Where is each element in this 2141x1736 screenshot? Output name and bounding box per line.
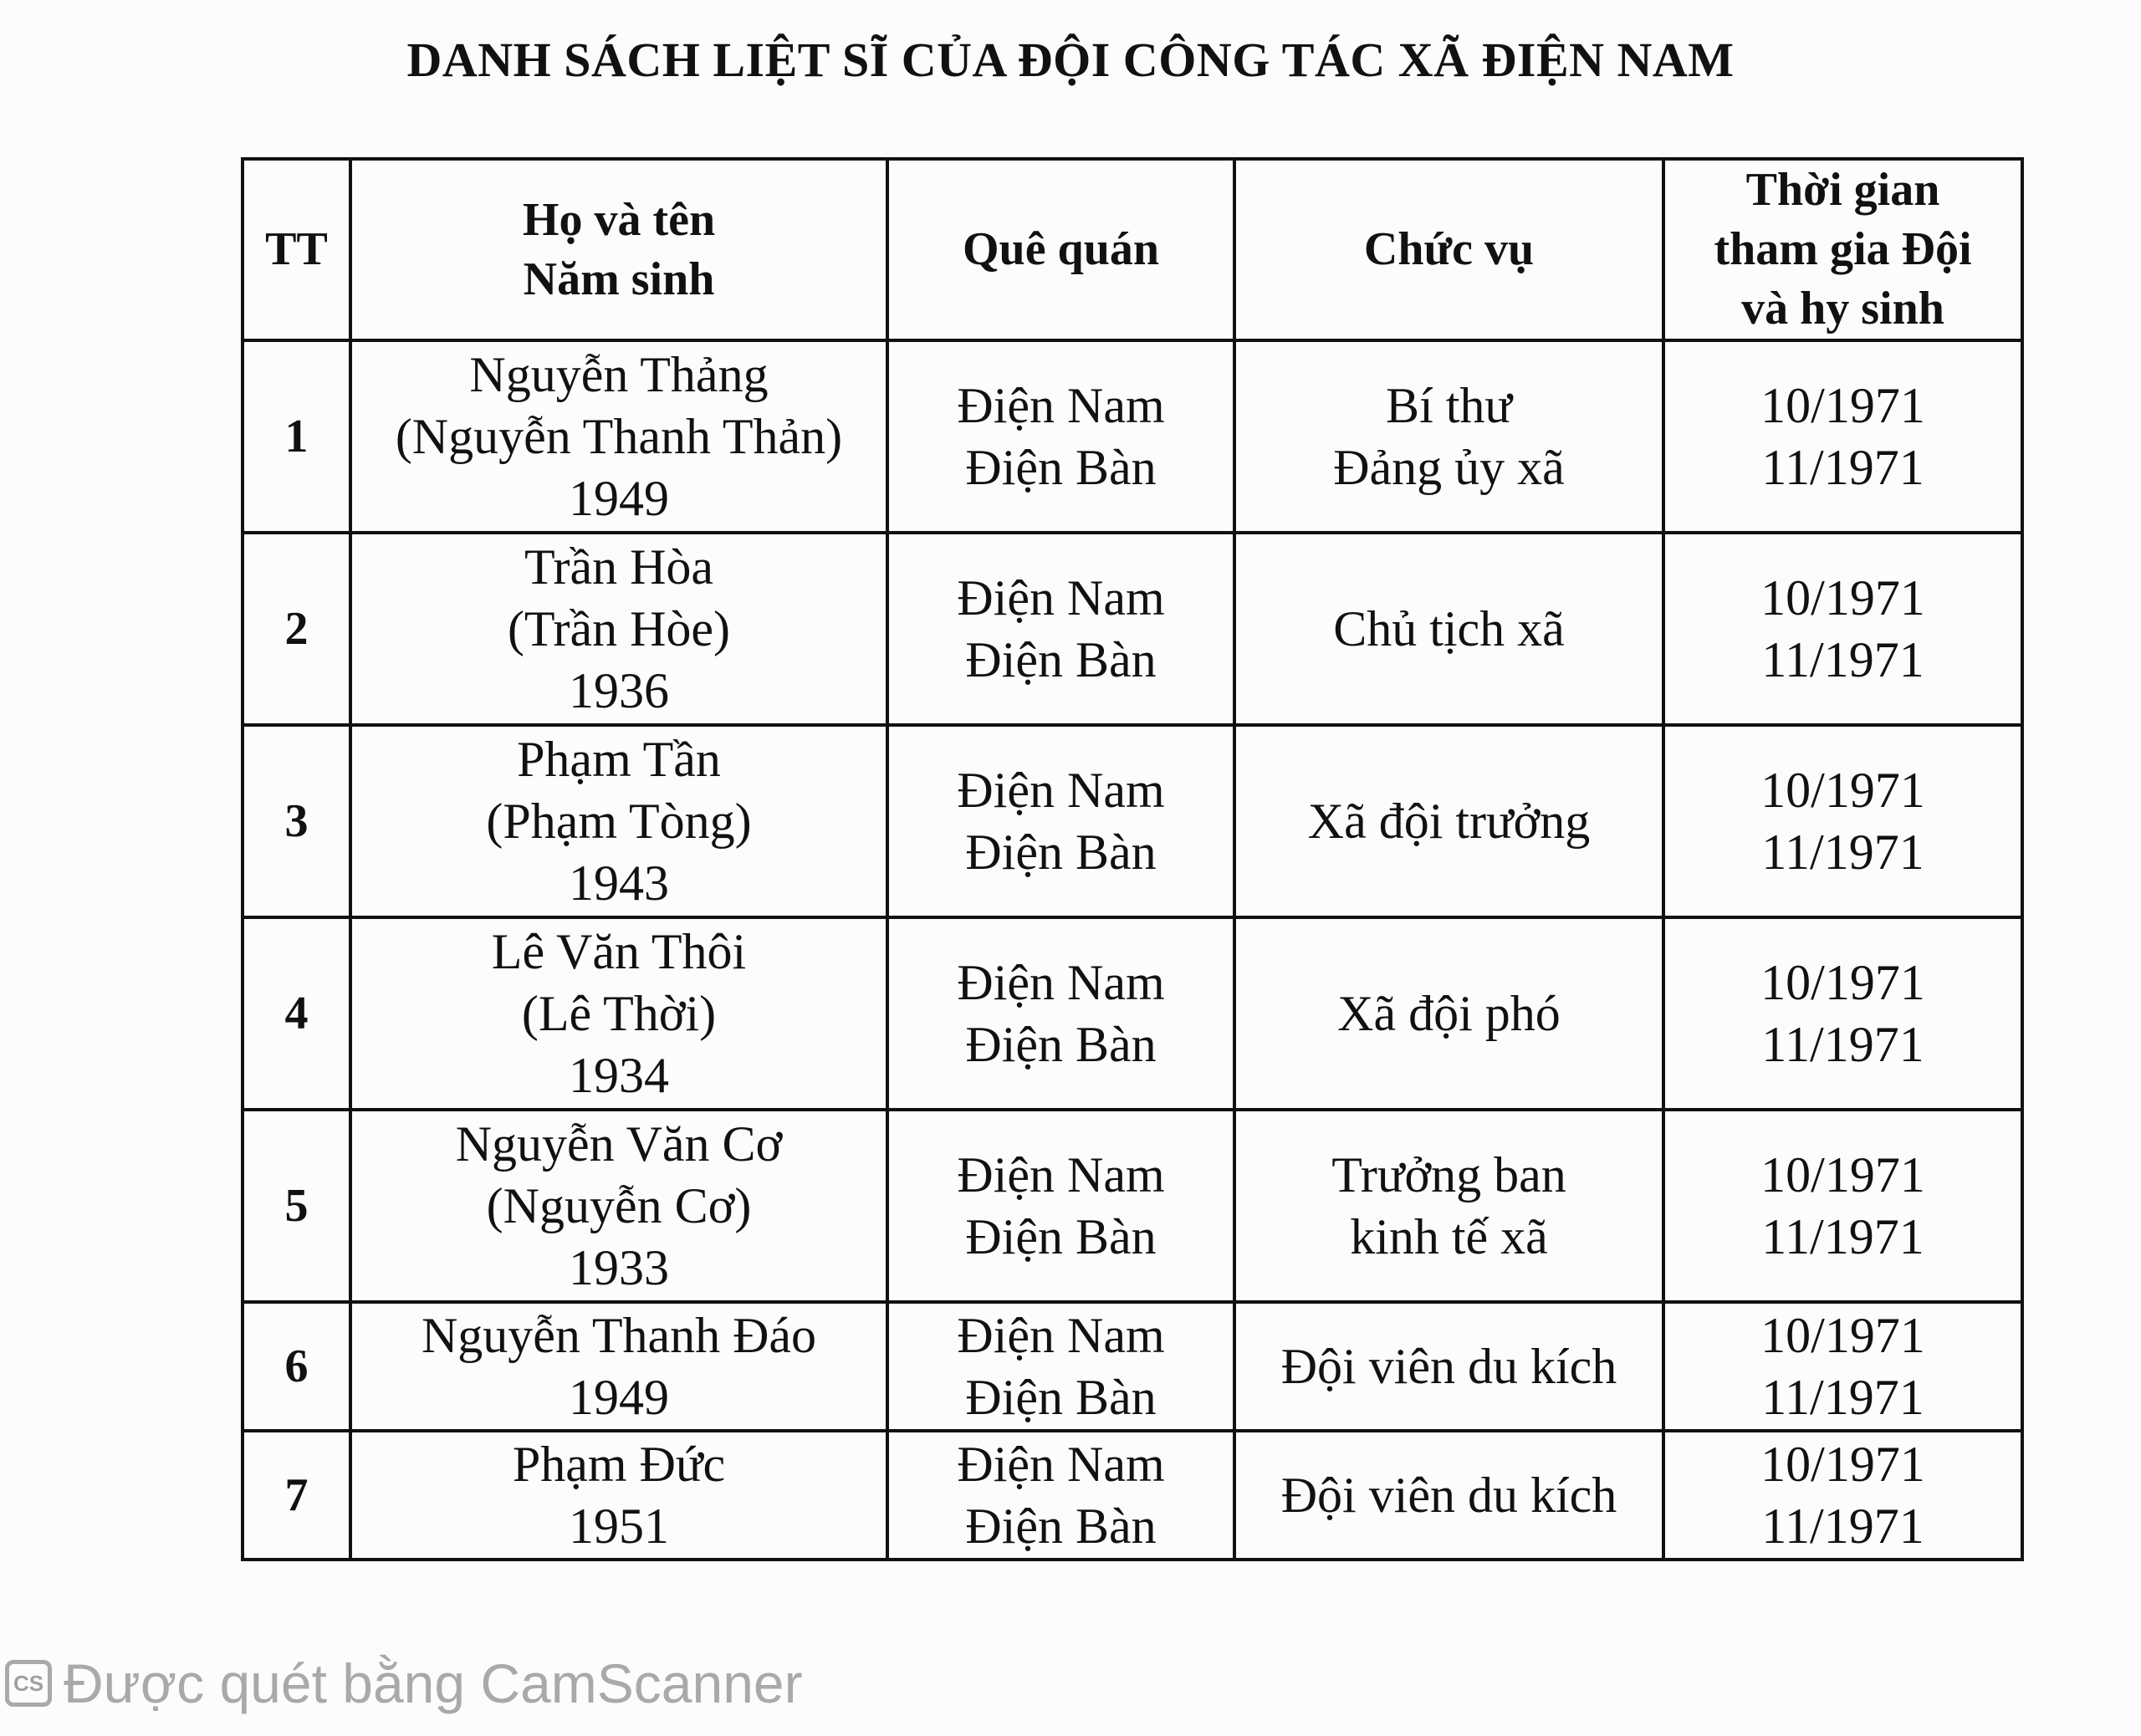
- position-cell: [1234, 340, 1663, 533]
- martyr-alias: (Nguyễn Cơ): [486, 1178, 752, 1233]
- period-cell: [1663, 725, 2022, 917]
- martyrs-table: [241, 157, 2024, 1561]
- hometown-cell: [887, 725, 1234, 917]
- birth-year: 1936: [569, 663, 669, 718]
- martyr-name: Nguyễn Thảng: [469, 347, 769, 402]
- birth-year: 1933: [569, 1240, 669, 1295]
- header-period-line: tham gia Đội: [1714, 223, 1972, 275]
- row-number: 7: [243, 1431, 350, 1560]
- row-number: 2: [243, 533, 350, 725]
- hometown-district: Điện Bàn: [965, 1209, 1157, 1264]
- died-date: 11/1971: [1761, 440, 1924, 495]
- table-row: [243, 917, 2022, 1110]
- joined-date: 10/1971: [1760, 570, 1925, 625]
- hometown-commune: Điện Nam: [957, 378, 1165, 433]
- row-number: 4: [243, 917, 350, 1110]
- table-row: [243, 725, 2022, 917]
- martyr-name: Lê Văn Thôi: [491, 924, 747, 979]
- birth-year: 1949: [569, 1370, 669, 1425]
- hometown-district: Điện Bàn: [965, 1370, 1157, 1425]
- joined-date: 10/1971: [1760, 955, 1925, 1010]
- period-cell: [1663, 1431, 2022, 1560]
- camscanner-logo-icon: CS: [5, 1660, 52, 1707]
- position-line: Bí thư: [1386, 378, 1512, 433]
- period-cell: [1663, 533, 2022, 725]
- martyr-name: Nguyễn Văn Cơ: [455, 1116, 783, 1172]
- header-stt: TT: [243, 159, 350, 340]
- birth-year: 1951: [569, 1499, 669, 1554]
- martyr-name: Nguyễn Thanh Đáo: [421, 1308, 817, 1363]
- hometown-district: Điện Bàn: [965, 440, 1157, 495]
- hometown-commune: Điện Nam: [957, 1437, 1165, 1492]
- header-period-line: Thời gian: [1745, 164, 1940, 216]
- name-cell: [350, 917, 887, 1110]
- birth-year: 1949: [569, 471, 669, 526]
- position-line: Đội viên du kích: [1280, 1468, 1617, 1523]
- document-title: DANH SÁCH LIỆT SĨ CỦA ĐỘI CÔNG TÁC XÃ ĐIỆN NAM: [406, 33, 1735, 87]
- header-name-line: Họ và tên: [522, 193, 716, 246]
- hometown-commune: Điện Nam: [957, 955, 1165, 1010]
- position-line: Đảng ủy xã: [1333, 440, 1565, 495]
- table-row: [243, 1110, 2022, 1302]
- hometown-cell: [887, 1431, 1234, 1560]
- period-cell: [1663, 1110, 2022, 1302]
- camscanner-text: Được quét bằng CamScanner: [64, 1652, 803, 1714]
- martyr-name: Trần Hòa: [524, 539, 714, 595]
- header-position: Chức vụ: [1234, 159, 1663, 340]
- period-cell: [1663, 917, 2022, 1110]
- hometown-district: Điện Bàn: [965, 632, 1157, 687]
- name-cell: [350, 533, 887, 725]
- row-number: 6: [243, 1302, 350, 1431]
- hometown-district: Điện Bàn: [965, 1017, 1157, 1072]
- position-cell: [1234, 1431, 1663, 1560]
- died-date: 11/1971: [1761, 1209, 1924, 1264]
- hometown-commune: Điện Nam: [957, 1147, 1165, 1202]
- martyr-alias: (Lê Thời): [521, 986, 717, 1041]
- row-number: 1: [243, 340, 350, 533]
- hometown-commune: Điện Nam: [957, 763, 1165, 818]
- hometown-district: Điện Bàn: [965, 1499, 1157, 1554]
- header-birth-year-line: Năm sinh: [523, 253, 715, 305]
- header-period: [1663, 159, 2022, 340]
- position-line: Xã đội phó: [1337, 986, 1561, 1041]
- position-cell: [1234, 917, 1663, 1110]
- martyr-alias: (Trần Hòe): [507, 601, 731, 656]
- position-line: Xã đội trưởng: [1307, 794, 1591, 849]
- position-cell: [1234, 1302, 1663, 1431]
- birth-year: 1934: [569, 1048, 669, 1103]
- name-cell: [350, 1431, 887, 1560]
- table-row: [243, 1302, 2022, 1431]
- header-row: [243, 159, 2022, 340]
- period-cell: [1663, 1302, 2022, 1431]
- position-cell: [1234, 533, 1663, 725]
- hometown-cell: [887, 917, 1234, 1110]
- joined-date: 10/1971: [1760, 1308, 1925, 1363]
- name-cell: [350, 725, 887, 917]
- period-cell: [1663, 340, 2022, 533]
- position-line: kinh tế xã: [1350, 1209, 1548, 1264]
- table-row: [243, 340, 2022, 533]
- died-date: 11/1971: [1761, 825, 1924, 880]
- hometown-commune: Điện Nam: [957, 1308, 1165, 1363]
- table-row: [243, 1431, 2022, 1560]
- row-number: 3: [243, 725, 350, 917]
- header-period-line: và hy sinh: [1741, 283, 1944, 334]
- died-date: 11/1971: [1761, 1499, 1924, 1554]
- joined-date: 10/1971: [1760, 1147, 1925, 1202]
- row-number: 5: [243, 1110, 350, 1302]
- martyr-alias: (Nguyễn Thanh Thản): [395, 409, 843, 464]
- header-name: [350, 159, 887, 340]
- joined-date: 10/1971: [1760, 378, 1925, 433]
- position-line: Đội viên du kích: [1280, 1339, 1617, 1394]
- hometown-cell: [887, 340, 1234, 533]
- died-date: 11/1971: [1761, 1370, 1924, 1425]
- hometown-cell: [887, 1110, 1234, 1302]
- martyr-name: Phạm Đức: [512, 1437, 726, 1492]
- camscanner-watermark: [5, 1654, 803, 1713]
- martyr-name: Phạm Tần: [517, 732, 721, 787]
- position-line: Chủ tịch xã: [1333, 601, 1565, 656]
- header-hometown: Quê quán: [887, 159, 1234, 340]
- hometown-district: Điện Bàn: [965, 825, 1157, 880]
- died-date: 11/1971: [1761, 632, 1924, 687]
- died-date: 11/1971: [1761, 1017, 1924, 1072]
- martyr-alias: (Phạm Tòng): [486, 794, 752, 849]
- hometown-commune: Điện Nam: [957, 570, 1165, 625]
- birth-year: 1943: [569, 855, 669, 911]
- joined-date: 10/1971: [1760, 1437, 1925, 1492]
- name-cell: [350, 1110, 887, 1302]
- position-line: Trưởng ban: [1331, 1147, 1566, 1202]
- hometown-cell: [887, 1302, 1234, 1431]
- name-cell: [350, 1302, 887, 1431]
- position-cell: [1234, 1110, 1663, 1302]
- hometown-cell: [887, 533, 1234, 725]
- name-cell: [350, 340, 887, 533]
- joined-date: 10/1971: [1760, 763, 1925, 818]
- position-cell: [1234, 725, 1663, 917]
- table-row: [243, 533, 2022, 725]
